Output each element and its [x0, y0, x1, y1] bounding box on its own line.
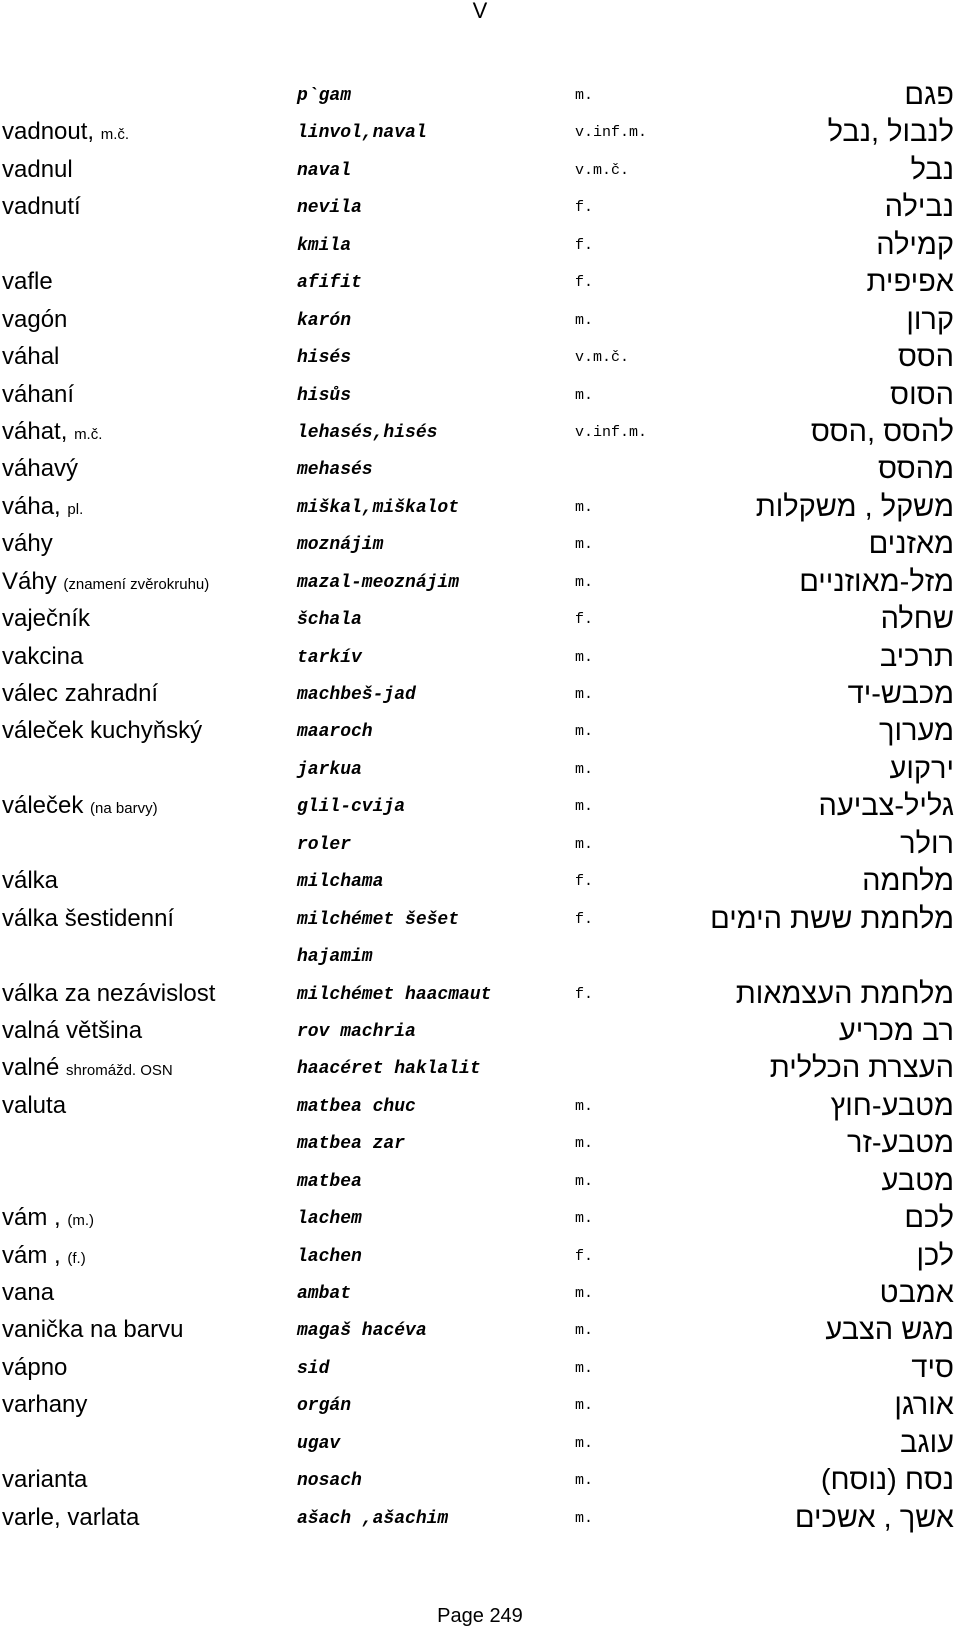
transliteration: nosach: [297, 1471, 362, 1492]
transliteration: roler: [297, 834, 352, 855]
grammar-tag: f.: [575, 910, 594, 928]
grammar-tag: m.: [575, 311, 594, 329]
czech-term: [2, 867, 58, 895]
dictionary-row: [0, 640, 960, 677]
czech-word: vagón: [2, 305, 68, 333]
transliteration: šchala: [297, 610, 362, 631]
hebrew-term: הסס: [897, 341, 954, 374]
hebrew-term: מגש הצבע: [825, 1314, 954, 1347]
dictionary-row: [0, 228, 960, 265]
czech-term: [2, 643, 83, 671]
czech-word: vaječník: [2, 605, 91, 633]
transliteration: matbea: [297, 1171, 362, 1192]
dictionary-row: [0, 1388, 960, 1425]
czech-word: válka za nezávislost: [2, 979, 216, 1007]
czech-note: m.č.: [74, 425, 103, 443]
transliteration: p`gam: [297, 86, 352, 106]
czech-term: [2, 1017, 142, 1045]
czech-term: [2, 1279, 54, 1307]
dictionary-row: [0, 78, 960, 115]
grammar-tag: f.: [575, 611, 594, 629]
czech-term: [2, 455, 78, 483]
grammar-tag: m.: [575, 573, 594, 591]
grammar-tag: m.: [575, 1097, 594, 1115]
hebrew-term: משקל , משקלות: [755, 490, 954, 523]
grammar-tag: m.: [575, 1322, 594, 1340]
hebrew-term: מלחמת ששת הימים: [710, 902, 954, 935]
czech-term: [2, 605, 90, 633]
grammar-tag: v.inf.m.: [575, 423, 648, 441]
czech-note: (f.): [67, 1249, 86, 1267]
czech-term: [2, 1504, 139, 1532]
grammar-tag: m.: [575, 1472, 594, 1490]
transliteration: naval: [297, 160, 352, 181]
dictionary-row: [0, 902, 960, 939]
czech-word: váhavý: [2, 455, 79, 483]
transliteration: magaš hacéva: [297, 1321, 427, 1342]
grammar-tag: f.: [575, 985, 594, 1003]
dictionary-row: [0, 265, 960, 302]
grammar-tag: m.: [575, 498, 594, 516]
dictionary-row: [0, 1051, 960, 1088]
dictionary-row: [0, 602, 960, 639]
transliteration: hisůs: [297, 385, 352, 406]
czech-word: válka: [2, 867, 59, 895]
hebrew-term: נסח (נוסח): [820, 1464, 954, 1497]
czech-word: váhaní: [2, 380, 75, 408]
czech-word: vadnul: [2, 155, 73, 183]
hebrew-term: לכם: [904, 1202, 954, 1235]
hebrew-term: אמבט: [879, 1277, 954, 1309]
czech-word: válec zahradní: [2, 680, 159, 707]
czech-term: [2, 1092, 66, 1120]
transliteration: miškal,miškalot: [297, 497, 460, 518]
czech-term: [2, 1354, 67, 1382]
hebrew-term: מכבש-יד: [847, 678, 954, 710]
grammar-tag: m.: [575, 386, 594, 404]
czech-word: varianta: [2, 1466, 88, 1494]
czech-word: vana: [2, 1279, 55, 1306]
czech-word: vadnutí: [2, 193, 81, 221]
czech-word: váhat,: [2, 417, 68, 445]
hebrew-term: מזל-מאוזניים: [799, 565, 954, 598]
transliteration: hisés: [297, 348, 352, 369]
czech-word: váhy: [2, 530, 53, 558]
czech-word: valuta: [2, 1091, 67, 1119]
grammar-tag: m.: [575, 648, 594, 666]
hebrew-term: שחלה: [880, 603, 954, 636]
czech-word: vám ,: [2, 1241, 61, 1269]
czech-word: válka šestidenní: [2, 904, 175, 932]
czech-note: shromážd. OSN: [66, 1062, 173, 1080]
dictionary-row: [0, 153, 960, 190]
dictionary-row: [0, 1014, 960, 1051]
dictionary-row: [0, 939, 960, 976]
hebrew-term: קרון: [906, 303, 954, 336]
hebrew-term: ירקוע: [889, 752, 954, 785]
grammar-tag: m.: [575, 1172, 594, 1190]
czech-word: váhal: [2, 343, 60, 371]
dictionary-row: [0, 1426, 960, 1463]
dictionary-row: [0, 1501, 960, 1538]
czech-term: [2, 493, 83, 521]
transliteration: nevila: [297, 198, 362, 219]
grammar-tag: m.: [575, 1135, 594, 1153]
czech-term: [2, 717, 202, 745]
dictionary-row: [0, 1313, 960, 1350]
dictionary-row: [0, 190, 960, 227]
dictionary-row: [0, 827, 960, 864]
dictionary-row: [0, 1164, 960, 1201]
grammar-tag: f.: [575, 274, 594, 292]
hebrew-term: אשך , אשכים: [794, 1501, 954, 1534]
dictionary-row: [0, 1126, 960, 1163]
grammar-tag: m.: [575, 1210, 594, 1228]
grammar-tag: f.: [575, 236, 594, 254]
dictionary-row: [0, 1089, 960, 1126]
grammar-tag: m.: [575, 1285, 594, 1302]
czech-word: vakcina: [2, 642, 84, 670]
dictionary-row: [0, 1463, 960, 1500]
czech-term: [2, 193, 81, 221]
grammar-tag: f.: [575, 199, 594, 217]
dictionary-row: [0, 789, 960, 826]
dictionary-row: [0, 527, 960, 564]
transliteration: kmila: [297, 235, 352, 256]
dictionary-row: [0, 1201, 960, 1238]
czech-word: vápno: [2, 1353, 68, 1381]
grammar-tag: f.: [575, 1247, 594, 1265]
dictionary-entries: [0, 78, 960, 1538]
grammar-tag: v.inf.m.: [575, 124, 648, 142]
hebrew-term: רב מכריע: [838, 1014, 954, 1047]
czech-word: vám ,: [2, 1204, 61, 1232]
transliteration: glil-cvija: [297, 797, 406, 818]
czech-note: pl.: [67, 500, 84, 518]
transliteration: lachen: [297, 1246, 362, 1267]
dictionary-row: [0, 378, 960, 415]
grammar-tag: m.: [575, 536, 594, 554]
dictionary-row: [0, 752, 960, 789]
transliteration: mazal-meoznájim: [297, 572, 460, 593]
hebrew-term: מטבע-חוץ: [830, 1089, 954, 1122]
hebrew-term: לכן: [916, 1239, 954, 1272]
czech-term: [2, 680, 158, 708]
czech-word: vanička na barvu: [2, 1316, 184, 1344]
dictionary-row: [0, 1276, 960, 1313]
transliteration: lachem: [297, 1209, 362, 1230]
hebrew-term: תרכיב: [879, 640, 954, 673]
czech-term: [2, 568, 209, 596]
czech-note: (m.): [67, 1212, 95, 1230]
hebrew-term: גליל-צביעה: [818, 790, 954, 823]
dictionary-row: [0, 714, 960, 751]
czech-term: [2, 343, 59, 371]
grammar-tag: m.: [575, 723, 594, 741]
hebrew-term: מטבע-זר: [846, 1127, 954, 1160]
transliteration: maaroch: [297, 722, 373, 743]
grammar-tag: f.: [575, 873, 594, 891]
hebrew-term: סיד: [911, 1351, 954, 1384]
czech-word: varhany: [2, 1391, 88, 1419]
czech-term: [2, 792, 158, 820]
hebrew-term: קמילה: [876, 228, 954, 261]
hebrew-term: העצרת הכללית: [769, 1052, 954, 1085]
czech-word: valné: [2, 1054, 60, 1082]
transliteration: moznájim: [297, 535, 384, 556]
transliteration: milchémet šešet: [297, 909, 460, 930]
transliteration: ugav: [297, 1433, 341, 1454]
hebrew-term: מלחמה: [862, 865, 954, 898]
hebrew-term: מהסס: [877, 453, 954, 486]
czech-note: m.č.: [100, 126, 130, 144]
czech-word: Váhy: [2, 567, 57, 595]
hebrew-term: נבילה: [884, 191, 954, 224]
czech-term: [2, 268, 53, 296]
grammar-tag: m.: [575, 760, 594, 778]
czech-term: [2, 1242, 86, 1270]
hebrew-term: הסוס: [890, 378, 954, 411]
grammar-tag: v.m.č.: [575, 161, 630, 179]
transliteration: machbeš-jad: [297, 685, 416, 705]
czech-term: [2, 980, 215, 1008]
czech-term: [2, 118, 129, 146]
czech-word: váleček kuchyňský: [2, 717, 203, 745]
dictionary-row: [0, 864, 960, 901]
transliteration: sid: [297, 1358, 330, 1379]
hebrew-term: לנבול ,נבל: [827, 116, 954, 149]
hebrew-term: עוגב: [899, 1426, 954, 1459]
transliteration: matbea chuc: [297, 1096, 416, 1117]
transliteration: milchémet haacmaut: [297, 984, 492, 1005]
transliteration: ambat: [297, 1284, 352, 1304]
transliteration: tarkív: [297, 647, 362, 668]
czech-word: valná většina: [2, 1016, 143, 1044]
transliteration: ašach ,ašachim: [297, 1508, 449, 1529]
grammar-tag: m.: [575, 1434, 594, 1452]
transliteration: linvol,naval: [297, 123, 427, 144]
dictionary-row: [0, 415, 960, 452]
grammar-tag: m.: [575, 686, 594, 703]
dictionary-row: [0, 677, 960, 714]
czech-term: [2, 530, 53, 558]
czech-term: [2, 1054, 173, 1082]
czech-term: [2, 905, 174, 933]
grammar-tag: m.: [575, 87, 594, 104]
dictionary-row: [0, 452, 960, 489]
grammar-tag: v.m.č.: [575, 349, 630, 367]
hebrew-term: נבל: [910, 153, 954, 186]
transliteration: lehasés,hisés: [297, 422, 438, 443]
hebrew-term: אפיפית: [866, 266, 954, 299]
dictionary-row: [0, 303, 960, 340]
grammar-tag: m.: [575, 835, 594, 853]
transliteration: milchama: [297, 872, 384, 893]
hebrew-term: רולר: [900, 827, 954, 860]
czech-term: [2, 1466, 87, 1494]
transliteration: hajamim: [297, 947, 373, 968]
hebrew-term: להסס ,הסס: [810, 415, 954, 448]
page-header-letter: V: [472, 0, 488, 23]
transliteration: karón: [297, 310, 352, 331]
hebrew-term: מלחמת העצמאות: [735, 977, 954, 1010]
dictionary-row: [0, 115, 960, 152]
grammar-tag: m.: [575, 1509, 594, 1527]
dictionary-row: [0, 340, 960, 377]
transliteration: haacéret haklalit: [297, 1059, 481, 1080]
transliteration: matbea zar: [297, 1134, 406, 1155]
czech-word: váha,: [2, 492, 61, 520]
transliteration: jarkua: [297, 759, 362, 780]
dictionary-row: [0, 565, 960, 602]
hebrew-term: מערוך: [878, 715, 954, 748]
transliteration: rov machria: [297, 1021, 416, 1042]
hebrew-term: פגם: [904, 79, 954, 111]
czech-term: [2, 418, 102, 446]
czech-word: vafle: [2, 268, 53, 296]
grammar-tag: m.: [575, 1397, 594, 1415]
dictionary-row: [0, 1239, 960, 1276]
dictionary-row: [0, 1351, 960, 1388]
page-number: Page 249: [437, 1605, 523, 1627]
czech-term: [2, 156, 73, 184]
czech-note: (na barvy): [90, 800, 158, 818]
dictionary-row: [0, 977, 960, 1014]
hebrew-term: אורגן: [894, 1389, 954, 1422]
czech-term: [2, 1391, 87, 1419]
dictionary-row: [0, 490, 960, 527]
transliteration: orgán: [297, 1396, 352, 1417]
czech-word: váleček: [2, 792, 84, 820]
hebrew-term: מאזנים: [868, 528, 954, 561]
hebrew-term: מטבע: [881, 1164, 954, 1197]
grammar-tag: m.: [575, 1359, 594, 1377]
czech-term: [2, 1204, 94, 1232]
transliteration: afifit: [297, 273, 362, 294]
czech-term: [2, 1316, 183, 1344]
czech-term: [2, 306, 67, 334]
czech-term: [2, 381, 74, 409]
czech-note: (znamení zvěrokruhu): [63, 575, 210, 593]
grammar-tag: m.: [575, 798, 594, 816]
transliteration: mehasés: [297, 460, 373, 481]
czech-word: vadnout,: [2, 118, 95, 146]
czech-word: varle, varlata: [2, 1503, 140, 1531]
